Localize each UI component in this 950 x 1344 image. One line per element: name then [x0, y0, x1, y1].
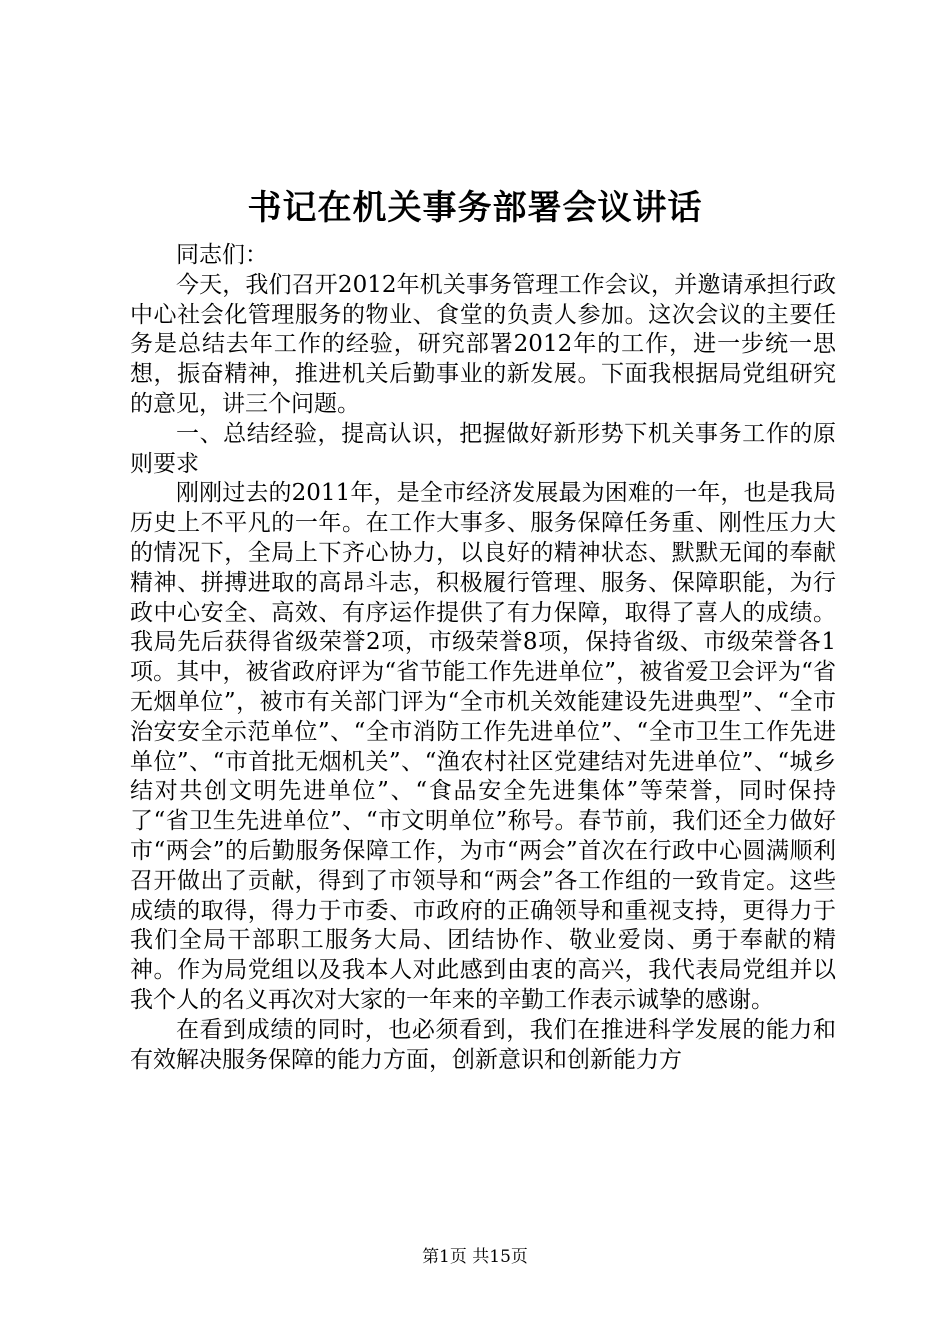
achievements-paragraph: 刚刚过去的2011年，是全市经济发展最为困难的一年，也是我局历史上不平凡的一年。在工作大事多、服务保障任务重、刚性压力大的情况下，全局上下齐心协力，以良好的精神状态、默默无闻的奉献精神、拼搏进取的高昂斗志，积极履行管理、服务、保障职能，为行政中心安全、高效、有序运作提供了有力保障，取得了喜人的成绩。我局先后获得省级荣誉2项，市级荣誉8项，保持省级、市级荣誉各1项。其中，被省政府评为“省节能工作先进单位”，被省爱卫会评为“省无烟单位”，被市有关部门评为“全市机关效能建设先进典型”、“全市治安安全示范单位”、“全市消防工作先进单位”、“全市卫生工作先进单位”、“市首批无烟机关”、“渔农村社区党建结对先进单位”、“城乡结对共创文明先进单位”、“食品安全先进集体”等荣誉，同时保持了“省卫生先进单位”、“市文明单位”称号。春节前，我们还全力做好市“两会”的后勤服务保障工作，为市“两会”首次在行政中心圆满顺利召开做出了贡献，得到了市领导和“两会”各工作组的一致肯定。这些成绩的取得，得力于市委、市政府的正确领导和重视支持，更得力于我们全局干部职工服务大局、团结协作、敬业爱岗、勇于奉献的精神。作为局党组以及我本人对此感到由衷的高兴，我代表局党组并以我个人的名义再次对大家的一年来的辛勤工作表示诚挚的感谢。 — [130, 480, 836, 1013]
intro-paragraph: 今天，我们召开2012年机关事务管理工作会议，并邀请承担行政中心社会化管理服务的物业、食堂的负责人参加。这次会议的主要任务是总结去年工作的经验，研究部署2012年的工作，进一步统一思想，振奋精神，推进机关后勤事业的新发展。下面我根据局党组研究的意见，讲三个问题。 — [130, 271, 836, 417]
salutation-paragraph: 同志们： — [176, 242, 268, 268]
document-title: 书记在机关事务部署会议讲话 — [247, 188, 703, 228]
document-body — [130, 241, 836, 1075]
page-number-footer: 第1页 共15页 — [422, 1247, 528, 1267]
shortcomings-paragraph: 在看到成绩的同时，也必须看到，我们在推进科学发展的能力和有效解决服务保障的能力方面，创新意识和创新能力方 — [130, 1016, 836, 1073]
section-heading-1: 一、总结经验，提高认识，把握做好新形势下机关事务工作的原则要求 — [130, 420, 836, 477]
